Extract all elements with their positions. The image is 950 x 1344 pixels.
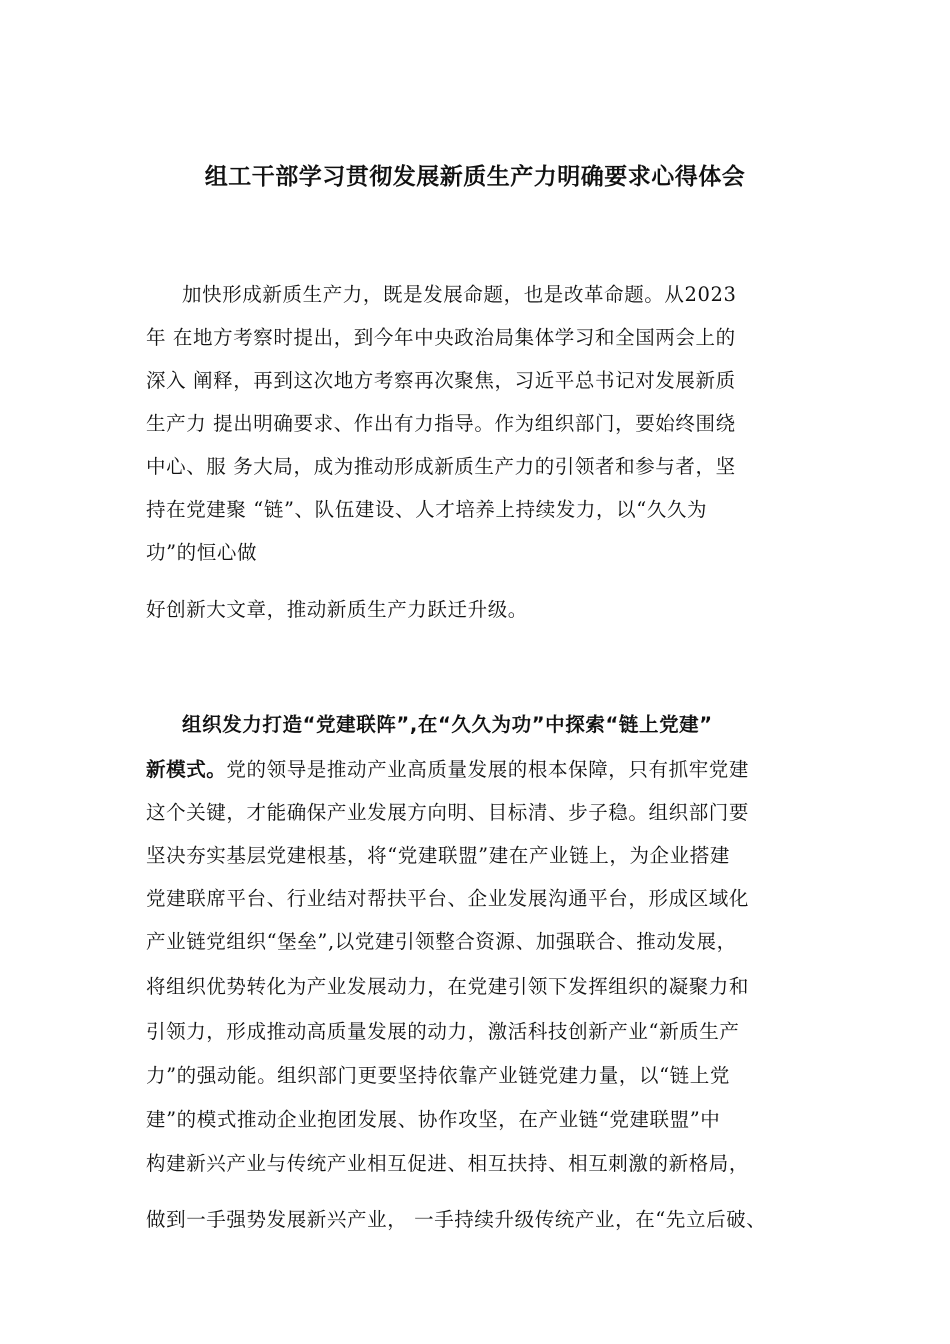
- paragraph-1-line: 生产力 提出明确要求、作出有力指导。作为组织部门，要始终围绕: [146, 412, 736, 435]
- paragraph-2-text: 党的领导是推动产业高质量发展的根本保障，只有抓牢党建: [226, 758, 750, 781]
- paragraph-2-heading-end: 新模式。: [146, 758, 227, 781]
- paragraph-2-line: 力”的强动能。组织部门更要坚持依靠产业链党建力量，以“链上党: [146, 1064, 730, 1087]
- paragraph-2-line: 党建联席平台、行业结对帮扶平台、企业发展沟通平台，形成区域化: [146, 887, 750, 910]
- paragraph-2-line: 构建新兴产业与传统产业相互促进、相互扶持、相互刺激的新格局，: [146, 1152, 750, 1175]
- paragraph-1-line: 好创新大文章，推动新质生产力跃迁升级。: [146, 598, 528, 621]
- paragraph-1-line: 中心、服 务大局，成为推动形成新质生产力的引领者和参与者，坚: [146, 455, 736, 478]
- paragraph-2-line: 将组织优势转化为产业发展动力，在党建引领下发挥组织的凝聚力和: [146, 975, 750, 998]
- paragraph-2-line: 这个关键，才能确保产业发展方向明、目标清、步子稳。组织部门要: [146, 801, 750, 824]
- paragraph-2-line: 引领力，形成推动高质量发展的动力，激活科技创新产业“新质生产: [146, 1020, 740, 1043]
- paragraph-2-line: 做到一手强势发展新兴产业， 一手持续升级传统产业，在“先立后破、: [146, 1208, 767, 1231]
- paragraph-1-line: 功”的恒心做: [146, 541, 258, 564]
- paragraph-2-line: 产业链党组织“堡垒”,以党建引领整合资源、加强联合、推动发展，: [146, 930, 737, 953]
- document-title: 组工干部学习贯彻发展新质生产力明确要求心得体会: [204, 164, 746, 190]
- paragraph-2-line: 建”的模式推动企业抱团发展、协作攻坚，在产业链“党建联盟”中: [146, 1108, 721, 1131]
- paragraph-1-line: 持在党建聚 “链”、队伍建设、人才培养上持续发力，以“久久为: [146, 498, 708, 521]
- paragraph-2-line: [146, 758, 808, 782]
- paragraph-1-line: 加快形成新质生产力，既是发展命题，也是改革命题。从2023: [182, 283, 737, 306]
- paragraph-1-line: 年 在地方考察时提出，到今年中央政治局集体学习和全国两会上的: [146, 326, 736, 349]
- paragraph-2-heading: 组织发力打造“党建联阵”,在“久久为功”中探索“链上党建”: [182, 713, 713, 736]
- paragraph-2-line: 坚决夯实基层党建根基，将“党建联盟”建在产业链上，为企业搭建: [146, 844, 730, 867]
- paragraph-1-line: 深入 阐释，再到这次地方考察再次聚焦，习近平总书记对发展新质: [146, 369, 736, 392]
